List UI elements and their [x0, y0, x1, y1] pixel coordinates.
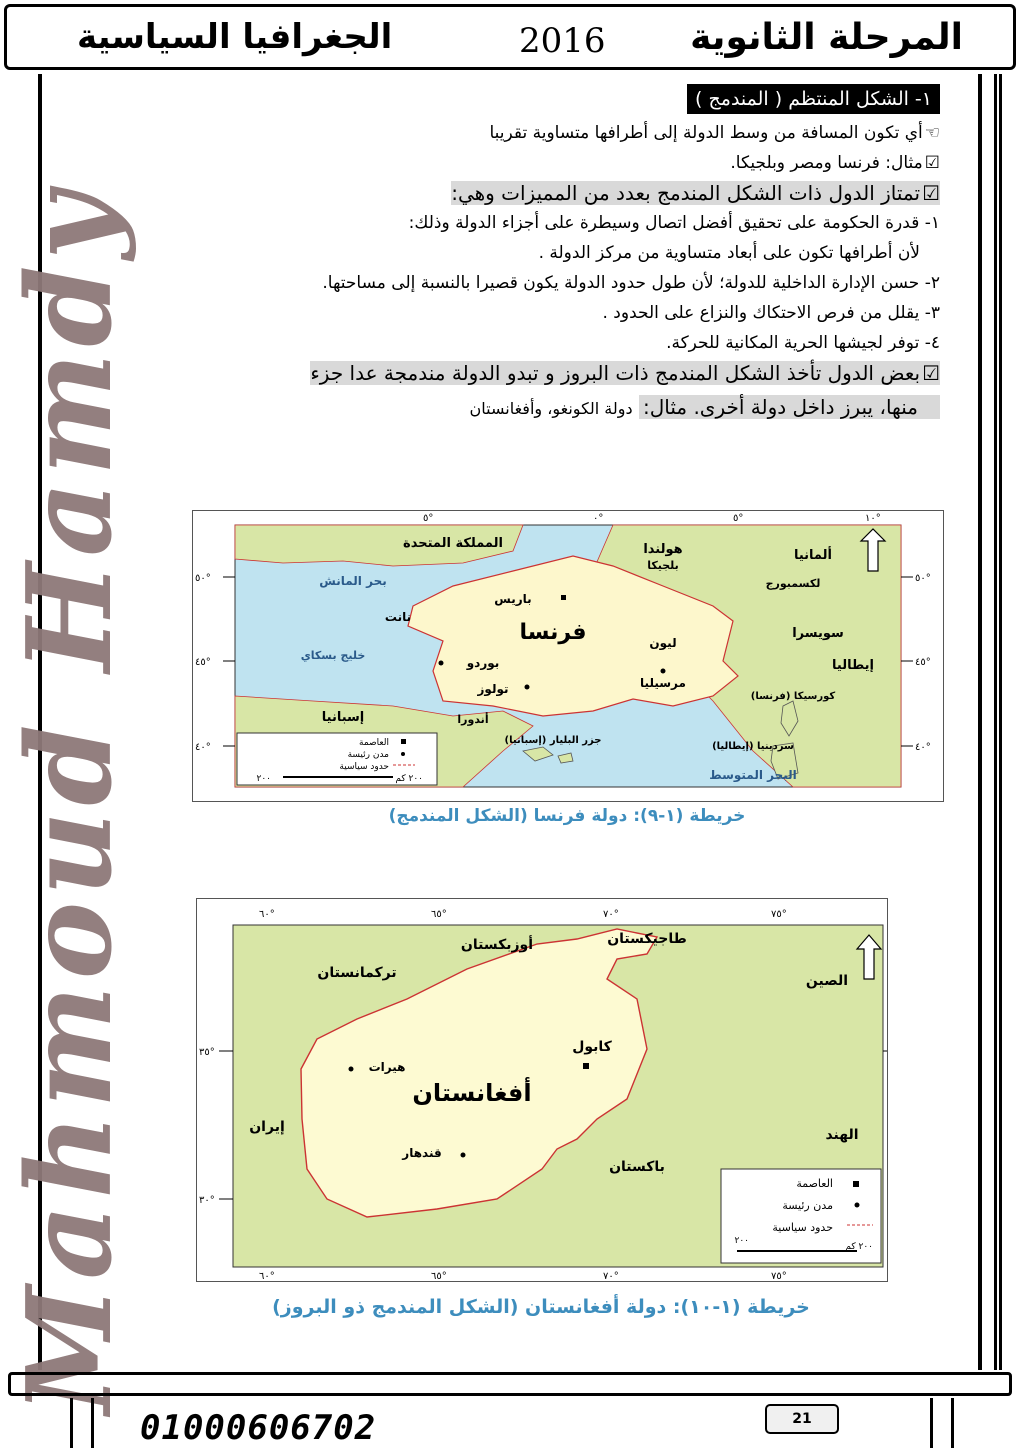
- legend-border: حدود سياسية: [339, 762, 389, 772]
- lon-tick: ٥°: [423, 513, 434, 524]
- page-footer-frame: [8, 1372, 1012, 1396]
- lon-tick: ٦٥°: [431, 909, 447, 920]
- lon-tick: ٧٥°: [771, 1271, 787, 1281]
- label-andorra: أندورا: [457, 713, 489, 726]
- label-channel: بحر المانش: [319, 574, 387, 588]
- subject-title: الجغرافيا السياسية: [77, 17, 393, 57]
- lat-tick: ٤٠°: [915, 742, 931, 753]
- lat-tick: ٣٠°: [199, 1195, 215, 1206]
- section-title: ١- الشكل المنتظم ( المندمج ): [687, 84, 940, 114]
- scale-label: ٢٠٠: [256, 774, 271, 784]
- lon-tick: ١٠°: [865, 513, 881, 524]
- lat-tick: ٥٠°: [195, 573, 211, 584]
- france-map-caption: خريطة (١-٩): دولة فرنسا (الشكل المندمج): [388, 806, 746, 826]
- afghanistan-map-caption: خريطة (١-١٠): دولة أفغانستان (الشكل المندمج ذو البروز): [272, 1296, 810, 1318]
- legend-city: مدن رئيسة: [782, 1199, 833, 1212]
- stage-title: المرحلة الثانوية: [690, 17, 963, 58]
- advantage-1-reason: لأن أطرافها تكون على أبعاد متساوية من مركز الدولة .: [538, 243, 920, 263]
- example-line: ☑مثال: فرنسا ومصر وبلجيكا.: [730, 153, 940, 173]
- checkbox-icon: ☑: [922, 181, 940, 205]
- city-marker: [349, 1067, 354, 1072]
- lesson-text: [140, 84, 940, 424]
- lat-tick: ٣٥°: [199, 1047, 215, 1058]
- page-header: [4, 4, 1016, 70]
- label-med: البحر المتوسط: [709, 768, 797, 782]
- afghanistan-map: [196, 898, 888, 1282]
- lat-tick: ٤٠°: [195, 742, 211, 753]
- label-herat: هيرات: [368, 1060, 406, 1074]
- checkbox-icon: ☑: [924, 153, 940, 173]
- lon-tick: ٦٥°: [431, 1271, 447, 1281]
- label-afghanistan: أفغانستان: [412, 1079, 532, 1107]
- lon-tick: ٧٠°: [603, 1271, 619, 1281]
- legend-capital: العاصمة: [359, 738, 389, 748]
- label-balearic: جزر البليار (إسبانيا): [504, 735, 602, 746]
- advantage-3: ٣- يقلل من فرص الاحتكاك والنزاع على الحدود .: [602, 303, 940, 323]
- capital-marker: [561, 595, 566, 600]
- scale-label: ٢٠٠: [734, 1236, 749, 1246]
- label-italy: إيطاليا: [832, 658, 874, 673]
- label-spain: إسبانيا: [321, 710, 365, 725]
- label-kandahar: قندهار: [402, 1146, 442, 1160]
- label-india: الهند: [825, 1127, 859, 1143]
- legend-border: حدود سياسية: [772, 1221, 833, 1234]
- scale-label: ٢٠٠ كم: [395, 774, 423, 784]
- lat-tick: ٤٥°: [195, 657, 211, 668]
- page-number: 21: [765, 1404, 839, 1434]
- lat-tick: ٤٥°: [915, 657, 931, 668]
- definition-line: ☜أي تكون المسافة من وسط الدولة إلى أطرافها متساوية تقريبا: [489, 123, 940, 143]
- label-marseille: مرسيليا: [640, 676, 686, 690]
- france-map-graphic: [193, 511, 943, 801]
- label-toulouse: تولوز: [477, 682, 509, 696]
- lon-tick: ٥°: [733, 513, 744, 524]
- label-china: الصين: [805, 973, 849, 989]
- label-uzbekistan: أوزبكستان: [460, 937, 534, 953]
- label-uk: المملكة المتحدة: [403, 536, 503, 551]
- legend-capital: العاصمة: [796, 1177, 833, 1190]
- advantage-1: ١- قدرة الحكومة على تحقيق أفضل اتصال وسيطرة على أجزاء الدولة وذلك:: [408, 213, 940, 233]
- city-marker: [439, 661, 444, 666]
- label-bordeaux: بوردو: [466, 656, 500, 670]
- city-marker: [525, 685, 530, 690]
- lon-tick: ٠°: [593, 513, 604, 524]
- protruding-example: منها، يبرز داخل دولة أخرى. مثال: دولة الكونغو، وأفغانستان: [140, 392, 940, 424]
- label-iran: إيران: [249, 1119, 285, 1135]
- city-marker: [461, 1153, 466, 1158]
- scale-label: ٢٠٠ كم: [845, 1242, 873, 1252]
- label-belgium: بلجيكا: [647, 559, 679, 572]
- protruding-note: ☑بعض الدول تأخذ الشكل المندمج ذات البروز و تبدو الدولة مندمجة عدا جزء: [310, 361, 940, 385]
- label-pakistan: باكستان: [609, 1159, 665, 1175]
- phone-number: 01000606702: [140, 1408, 377, 1448]
- label-france: فرنسا: [519, 620, 587, 645]
- city-marker: [661, 669, 666, 674]
- advantage-2: ٢- حسن الإدارة الداخلية للدولة؛ لأن طول حدود الدولة يكون قصيرا بالنسبة إلى مساحتها.: [322, 273, 940, 293]
- label-tajikistan: طاجيكستان: [607, 931, 687, 947]
- label-germany: ألمانيا: [793, 548, 833, 563]
- label-holland: هولندا: [643, 542, 683, 557]
- pointer-icon: ☜: [924, 123, 940, 143]
- checkbox-icon: ☑: [922, 361, 940, 385]
- label-luxembourg: لكسمبورج: [765, 577, 821, 590]
- year-label: 2016: [519, 21, 606, 61]
- label-kabul: كابول: [572, 1039, 612, 1055]
- label-biscay: خليج بسكاي: [300, 649, 366, 662]
- label-switzerland: سويسرا: [792, 626, 844, 641]
- afghanistan-map-graphic: [197, 899, 887, 1281]
- lon-tick: ٦٠°: [259, 1271, 275, 1281]
- label-corsica: كورسيكا (فرنسا): [750, 691, 836, 702]
- label-nantes: نانت: [384, 610, 412, 624]
- advantage-4: ٤- توفر لجيشها الحرية المكانية للحركة.: [666, 333, 940, 353]
- advantages-heading: ☑تمتاز الدول ذات الشكل المندمج بعدد من المميزات وهي:: [451, 181, 940, 205]
- capital-marker: [583, 1063, 589, 1069]
- label-turkmenistan: تركمانستان: [317, 965, 397, 981]
- footer-rail: [930, 1398, 954, 1448]
- author-watermark: Mahmoud Hamdy: [2, 186, 138, 1414]
- label-lyon: ليون: [649, 636, 677, 650]
- footer-rail: [70, 1398, 94, 1448]
- label-sardinia: سردينيا (إيطاليا): [712, 741, 794, 752]
- lon-tick: ٧٠°: [603, 909, 619, 920]
- lat-tick: ٥٠°: [915, 573, 931, 584]
- france-map: [192, 510, 944, 802]
- label-paris: باريس: [494, 592, 532, 606]
- lon-tick: ٧٥°: [771, 909, 787, 920]
- lon-tick: ٦٠°: [259, 909, 275, 920]
- legend-city: مدن رئيسة: [347, 750, 389, 760]
